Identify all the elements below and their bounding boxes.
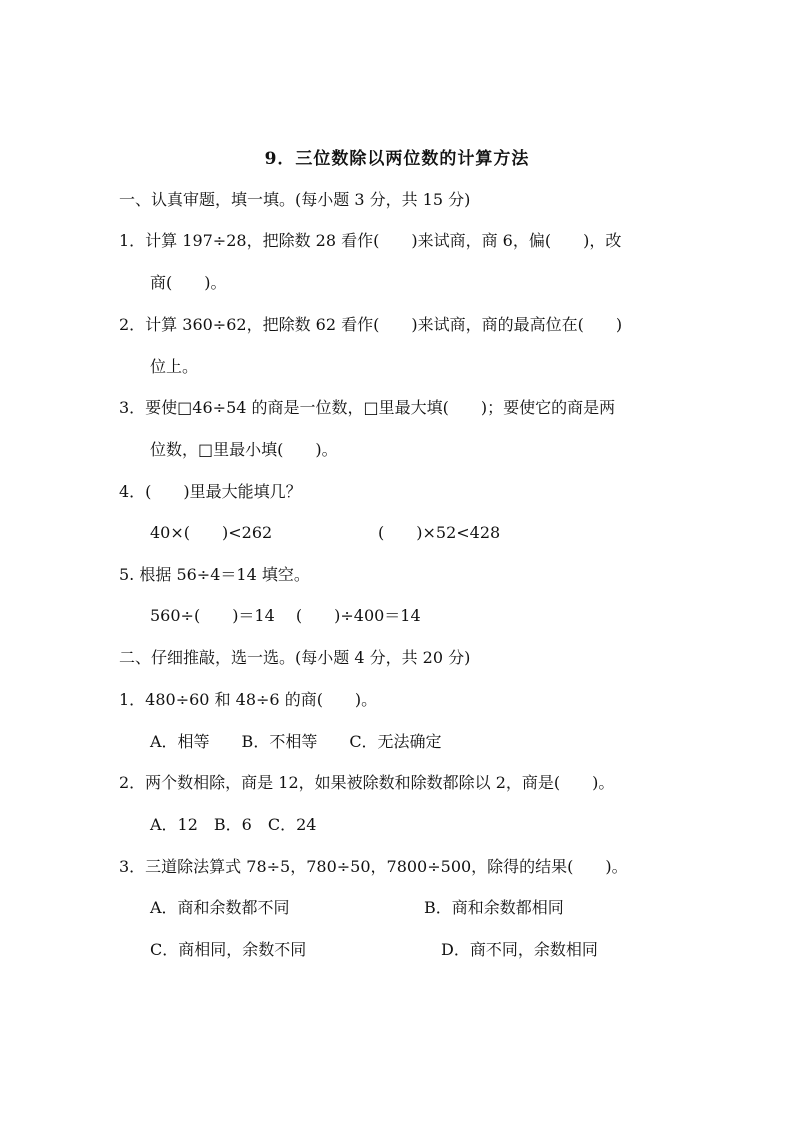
s1-q3-line2: 位数，□里最小填( )。 <box>150 440 338 459</box>
s2-q1-options: A．相等 B．不相等 C．无法确定 <box>150 732 442 751</box>
s2-q3-line1: 3．三道除法算式 78÷5，780÷50，7800÷500，除得的结果( )。 <box>119 857 628 876</box>
s1-q2-line1: 2．计算 360÷62，把除数 62 看作( )来试商，商的最高位在( ) <box>119 315 623 334</box>
s2-q2-line1: 2．两个数相除，商是 12，如果被除数和除数都除以 2，商是( )。 <box>119 773 615 792</box>
s1-q1-line1: 1．计算 197÷28，把除数 28 看作( )来试商，商 6，偏( )，改 <box>119 231 622 250</box>
worksheet-title: 9．三位数除以两位数的计算方法 <box>264 149 530 169</box>
s1-q5-line1: 5. 根据 56÷4＝14 填空。 <box>119 565 310 584</box>
s2-q3-option-c: C．商相同，余数不同 <box>150 940 307 959</box>
s1-q4-part-b: ( )×52<428 <box>378 523 501 542</box>
s1-q3-line1: 3．要使□46÷54 的商是一位数，□里最大填( )；要使它的商是两 <box>119 398 616 417</box>
s2-q1-line1: 1．480÷60 和 48÷6 的商( )。 <box>119 690 378 709</box>
section1-heading: 一、认真审题，填一填。(每小题 3 分，共 15 分) <box>119 190 471 209</box>
s1-q4-line1: 4．( )里最大能填几？ <box>119 482 302 501</box>
s1-q2-line2: 位上。 <box>150 357 199 376</box>
s1-q1-line2: 商( )。 <box>150 273 227 292</box>
s2-q3-option-d: D．商不同，余数相同 <box>441 940 598 959</box>
s1-q5-line2: 560÷( )＝14 ( )÷400＝14 <box>150 606 421 625</box>
s2-q3-option-a: A．商和余数都不同 <box>150 898 290 917</box>
s2-q3-option-b: B．商和余数都相同 <box>424 898 564 917</box>
s1-q4-part-a: 40×( )<262 <box>150 523 273 542</box>
s2-q2-options: A．12 B．6 C．24 <box>150 815 317 834</box>
section2-heading: 二、仔细推敲，选一选。(每小题 4 分，共 20 分) <box>119 648 471 667</box>
